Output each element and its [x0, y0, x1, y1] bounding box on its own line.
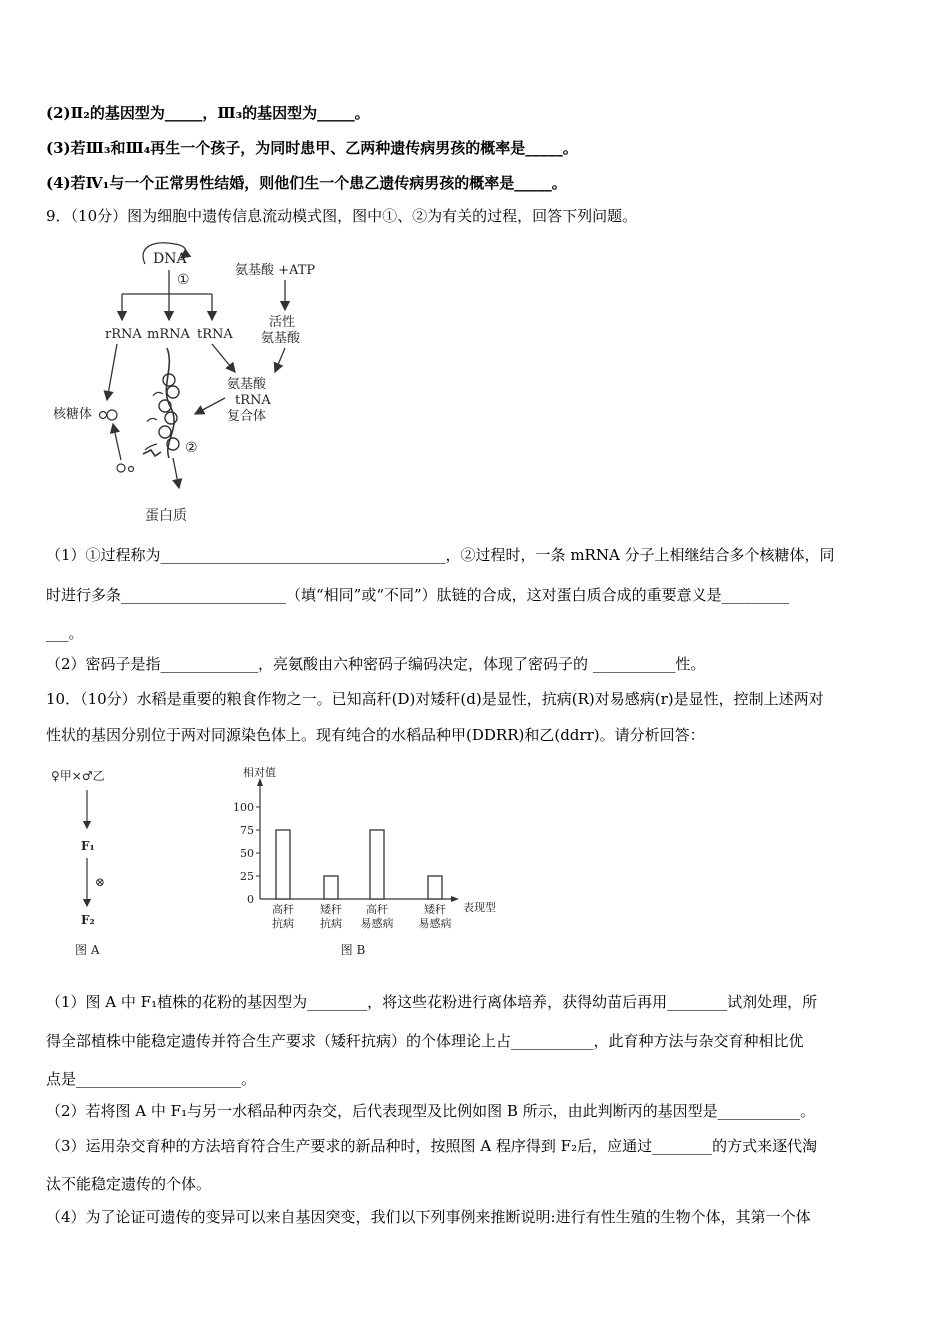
q9-sub1-line3: ___。 — [46, 624, 84, 642]
q9-sub1-line2: 时进行多条______________________（填“相同”或“不同”）肽链的合成，这对蛋白质合成的重要意义是_________ — [46, 586, 790, 604]
figure-a-cross-diagram — [45, 762, 205, 962]
q8-part2: (2)Ⅱ₂的基因型为_____，Ⅲ₃的基因型为_____。 — [46, 104, 370, 122]
y-tick-label: 25 — [240, 870, 254, 883]
gene-expression-diagram — [45, 238, 345, 528]
complex-label-2: tRNA — [235, 393, 271, 408]
q8-part4: (4)若Ⅳ₁与一个正常男性结婚，则他们生一个患乙遗传病男孩的概率是_____。 — [46, 174, 567, 192]
q10-sub3-line1: （3）运用杂交育种的方法培育符合生产要求的新品种时，按照图 A 程序得到 F₂后，应通过________的方式来逐代淘 — [46, 1137, 818, 1155]
self-cross-symbol: ⊗ — [95, 875, 106, 889]
y-tick-label: 100 — [233, 801, 254, 814]
bar — [324, 876, 338, 899]
y-axis-label: 相对值 — [243, 766, 276, 779]
amino-to-complex-arrow — [275, 348, 285, 372]
mrna-label: mRNA — [147, 327, 190, 342]
bar — [276, 830, 290, 899]
q10-sub1-line3: 点是______________________。 — [46, 1070, 257, 1088]
polysome-ribosomes — [159, 374, 179, 450]
rrna-label: rRNA — [105, 327, 142, 342]
bar — [370, 830, 384, 899]
y-axis-arrow — [257, 778, 263, 786]
category-label: 矮秆 — [424, 903, 446, 916]
figure-a-caption: 图 A — [75, 943, 100, 957]
complex-to-ribosome-arrow — [195, 398, 225, 414]
bar — [428, 876, 442, 899]
amino-atp-label: 氨基酸 +ATP — [235, 263, 316, 278]
dna-label: DNA — [153, 251, 187, 267]
x-axis-label: 表现型 — [463, 901, 496, 914]
q9-sub1-line1: （1）①过程称为______________________________________，②过程时，一条 mRNA 分子上相继结合多个核糖体，同 — [46, 546, 835, 564]
protein-label: 蛋白质 — [145, 508, 187, 524]
q10-stem-line2: 性状的基因分别位于两对同源染色体上。现有纯合的水稻品种甲(DDRR)和乙(ddrr)。请分析回答： — [46, 726, 705, 744]
y-tick-label: 50 — [240, 847, 254, 860]
q8-part3: (3)若Ⅲ₃和Ⅲ₄再生一个孩子，为同时患甲、乙两种遗传病男孩的概率是_____。 — [46, 139, 578, 157]
y-tick-label: 75 — [240, 824, 254, 837]
q10-sub1-line1: （1）图 A 中 F₁植株的花粉的基因型为________，将这些花粉进行离体培养，获得幼苗后再用________试剂处理，所 — [46, 993, 818, 1011]
ribosome-label: 核糖体 — [53, 407, 93, 422]
category-label: 抗病 — [272, 917, 294, 930]
category-label: 矮秆 — [320, 903, 342, 916]
q10-sub4: （4）为了论证可遗传的变异可以来自基因突变，我们以下列事例来推断说明:进行有性生殖的生物个体，其第一个体 — [46, 1208, 811, 1226]
step1-label: ① — [177, 272, 190, 288]
trna-to-complex-arrow — [212, 344, 235, 372]
active-label-1: 活性 — [269, 315, 296, 330]
step2-label: ② — [185, 440, 198, 456]
category-label: 高秆 — [272, 903, 294, 916]
q10-sub3-line2: 汰不能稳定遗传的个体。 — [46, 1175, 212, 1193]
category-label: 易感病 — [360, 917, 394, 930]
category-label: 高秆 — [366, 903, 388, 916]
trna-label: tRNA — [197, 327, 233, 342]
complex-label-1: 氨基酸 — [227, 377, 267, 392]
q10-stem-line1: 10．（10分）水稻是重要的粮食作物之一。已知高秆(D)对矮秆(d)是显性，抗病(R)对易感病(r)是显性，控制上述两对 — [46, 690, 824, 708]
complex-label-3: 复合体 — [227, 409, 267, 424]
q9-stem: 9．（10分）图为细胞中遗传信息流动模式图，图中①、②为有关的过程，回答下列问题。 — [46, 207, 638, 225]
f1-label: F₁ — [81, 839, 95, 853]
active-label-2: 氨基酸 — [261, 331, 301, 346]
x-axis-arrow — [451, 896, 459, 902]
figure-b-bar-chart — [225, 762, 525, 962]
y-tick-label: 0 — [247, 893, 254, 906]
rrna-to-ribosome-arrow — [107, 344, 117, 400]
q10-sub2: （2）若将图 A 中 F₁与另一水稻品种丙杂交，后代表现型及比例如图 B 所示，由此判断丙的基因型是___________。 — [46, 1102, 816, 1120]
q10-sub1-line2: 得全部植株中能稳定遗传并符合生产要求（矮秆抗病）的个体理论上占___________，此育种方法与杂交育种相比优 — [46, 1032, 804, 1050]
q9-sub2: （2）密码子是指_____________，亮氨酸由六种密码子编码决定，体现了密码子的 ___________性。 — [46, 655, 706, 673]
to-protein-arrow — [173, 458, 179, 488]
figure-b-caption: 图 B — [340, 943, 366, 957]
cross-label: ♀甲×♂乙 — [51, 769, 105, 783]
category-label: 抗病 — [320, 917, 342, 930]
category-label: 易感病 — [418, 917, 452, 930]
recycle-arrow — [113, 424, 121, 460]
f2-label: F₂ — [81, 913, 95, 927]
